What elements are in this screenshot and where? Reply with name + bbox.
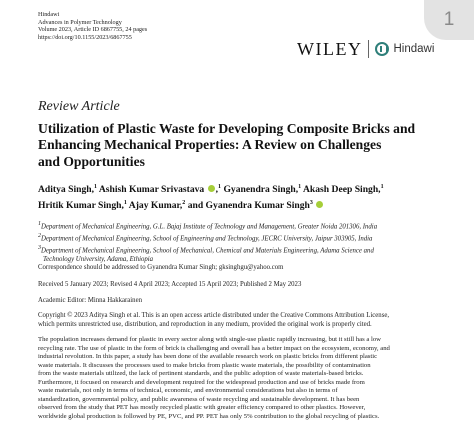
- affiliation-text: Technology University, Adama, Ethiopia: [43, 255, 154, 263]
- journal-name: Advances in Polymer Technology: [38, 18, 122, 26]
- abstract: [38, 336, 466, 421]
- author-affiliation-sup: 1: [380, 184, 384, 190]
- affiliations: [38, 220, 377, 264]
- journal-meta: [38, 11, 147, 41]
- affiliation-item: [38, 256, 377, 265]
- author-name: Ajay Kumar,: [128, 199, 183, 211]
- author-affiliation-sup: 3: [309, 199, 313, 206]
- copyright-line: which permits unrestricted use, distribution, and reproduction in any medium, provided the original work is properly cited.: [38, 320, 372, 328]
- author-name: and Gyanendra Kumar Singh: [187, 199, 310, 211]
- abstract-line: recycling rate. The use of plastic in the form of brick is challenging and overall has a better impact on the ecosystem, economy, and: [38, 344, 390, 352]
- affiliation-text: Department of Mechanical Engineering, School of Mechanical, Chemical and Materials Engineering, Adama Science and: [41, 246, 374, 254]
- author-name: Akash Deep Singh,: [302, 184, 381, 196]
- copyright-notice: [38, 312, 466, 329]
- author-name: Ashish Kumar Srivastava: [98, 184, 205, 196]
- title-line: and Opportunities: [38, 153, 145, 169]
- academic-editor: Academic Editor: Minna Hakkarainen: [38, 297, 142, 304]
- correspondence-line: Correspondence should be addressed to Gyanendra Kumar Singh; gksinghgu@yahoo.com: [38, 264, 284, 271]
- orcid-icon[interactable]: [208, 185, 215, 192]
- hindawi-logo-text: Hindawi: [393, 43, 435, 55]
- doi-link[interactable]: https://doi.org/10.1155/2023/6867755: [38, 33, 132, 41]
- author-list: [38, 181, 468, 212]
- author-affiliation-sup: 2: [182, 199, 186, 206]
- author-affiliation-sup: 1: [218, 184, 222, 190]
- title-line: Utilization of Plastic Waste for Developing Composite Bricks and: [38, 121, 416, 136]
- author-line: [38, 197, 468, 213]
- orcid-icon[interactable]: [316, 201, 323, 208]
- author-name: Hritik Kumar Singh,: [38, 199, 124, 211]
- author-line: [38, 181, 468, 197]
- author-affiliation-sup: 1: [298, 184, 302, 190]
- wiley-logo: WILEY: [297, 38, 363, 59]
- author-affiliation-sup: 1: [123, 199, 127, 206]
- author-affiliation-sup: 1: [93, 184, 97, 190]
- title-line: Enhancing Mechanical Properties: A Review on Challenges: [38, 137, 382, 153]
- copyright-line: Copyright © 2023 Aditya Singh et al. This is an open access article distributed under the Creative Commons Attribution License,: [38, 312, 390, 319]
- abstract-line: from the waste materials utilized, the lack of pertinent standards, and the public adoption of waste materials-based bricks.: [38, 370, 364, 377]
- abstract-line: The population increases demand for plastic in every sector along with single-use plastic rapidly increasing, but it still has a low: [38, 336, 382, 343]
- affiliation-item: [38, 220, 377, 232]
- abstract-line: waste materials. It discusses the processes used to make bricks from plastic waste materials, the possibility of contamination: [38, 361, 371, 369]
- abstract-line: standardization, governmental policy, and public awareness of waste recycling and sustainable development. It has been: [38, 395, 360, 403]
- publication-dates: Received 5 January 2023; Revised 4 April 2023; Accepted 15 April 2023; Published 2 May 2023: [38, 281, 302, 288]
- affiliation-item: [38, 244, 377, 256]
- abstract-line: waste materials, not only in terms of technical, economic, and environmental considerations but also in terms of: [38, 387, 338, 394]
- author-comma: ,: [215, 184, 219, 196]
- affiliation-item: [38, 232, 377, 244]
- affiliation-text: Department of Mechanical Engineering, G.L. Bajaj Institute of Technology and Management, Greater Noida 201306, India: [41, 223, 378, 231]
- affiliation-sup: 2: [38, 232, 41, 239]
- affiliation-text: Department of Mechanical Engineering, School of Engineering and Technology, JECRC University, Jaipur 303905, India: [41, 235, 373, 243]
- page-number-badge: 1: [424, 0, 474, 40]
- abstract-line: industrial revolution. In this paper, a study has been done of the available research work on plastic bricks from different plastic: [38, 353, 378, 360]
- article-type: Review Article: [38, 99, 120, 114]
- author-name: Aditya Singh,: [38, 184, 94, 196]
- publisher-name: Hindawi: [38, 11, 60, 18]
- abstract-line: observed from the study that PET has mostly recycled plastic with greater efficiency compared to other plastics. However,: [38, 404, 366, 411]
- volume-line: Volume 2023, Article ID 6867755, 24 pages: [38, 26, 148, 34]
- article-title: [38, 121, 468, 170]
- affiliation-sup: 1: [38, 221, 41, 227]
- abstract-line: Furthermore, it focused on research and development required for the widespread production and use of bricks made from: [38, 378, 365, 386]
- abstract-line: worldwide global production is followed by PE, PVC, and PP. PET has only 5% contribution to the global recycling of plastics.: [38, 412, 380, 420]
- logo-divider: [368, 40, 369, 58]
- publisher-logos: [297, 38, 434, 60]
- affiliation-sup: 3: [38, 244, 41, 251]
- hindawi-logo-icon: [375, 42, 389, 56]
- author-name: Gyanendra Singh,: [223, 184, 299, 196]
